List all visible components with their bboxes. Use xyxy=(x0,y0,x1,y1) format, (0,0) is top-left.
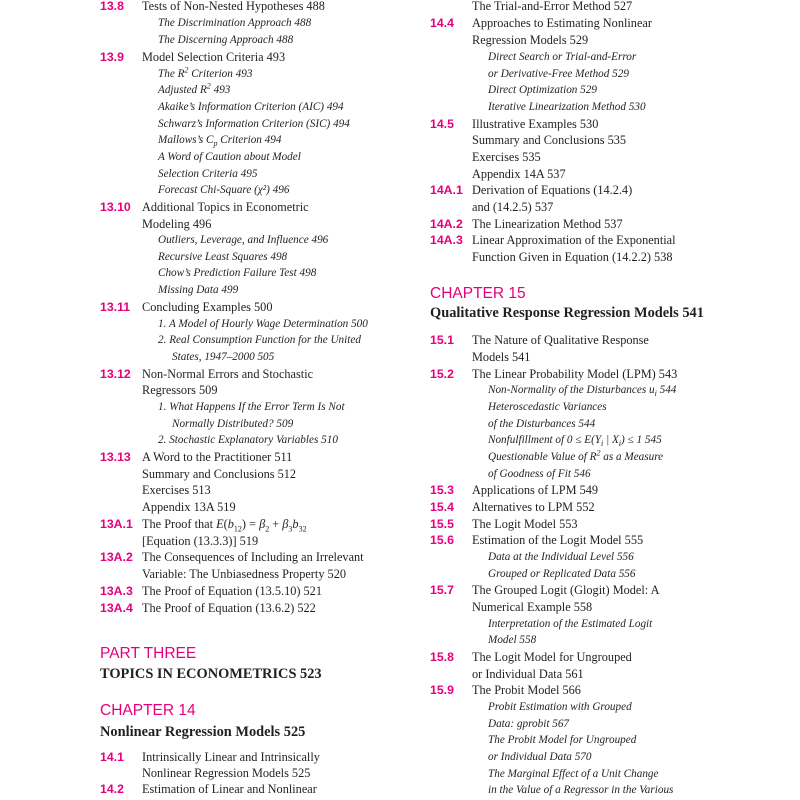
entry-title: Concluding Examples 500 xyxy=(142,300,273,314)
toc-entry-continuation: [Equation (13.3.3)] 519 xyxy=(142,534,259,548)
entry-title: A Word to the Practitioner 511 xyxy=(142,450,293,464)
toc-subentry: States, 1947–2000 505 xyxy=(172,351,275,363)
entry-title: Approaches to Estimating Nonlinear xyxy=(472,16,652,30)
toc-subentry: Iterative Linearization Method 530 xyxy=(488,101,646,113)
toc-subentry: The Probit Model for Ungrouped xyxy=(488,734,637,746)
toc-entry-continuation: Modeling 496 xyxy=(142,217,212,231)
toc-subentry: Normally Distributed? 509 xyxy=(172,418,294,430)
section-number: 13.9 xyxy=(100,50,124,64)
toc-subentry: Probit Estimation with Grouped xyxy=(488,701,632,713)
toc-subentry: The Discrimination Approach 488 xyxy=(158,17,312,29)
toc-subentry: Forecast Chi-Square (χ²) 496 xyxy=(158,184,290,196)
toc-entry-continuation: Summary and Conclusions 512 xyxy=(142,467,297,481)
toc-entry-continuation: or Individual Data 561 xyxy=(472,667,584,681)
toc-subentry: A Word of Caution about Model xyxy=(158,151,301,163)
section-number: 13A.4 xyxy=(100,601,133,615)
entry-title: The Linear Probability Model (LPM) 543 xyxy=(472,367,678,381)
entry-title: The Probit Model 566 xyxy=(472,683,581,697)
section-number: 15.1 xyxy=(430,333,454,347)
entry-title: The Proof of Equation (13.6.2) 522 xyxy=(142,601,316,615)
toc-entry-continuation: Regression Models 529 xyxy=(472,33,589,47)
toc-subentry: Data at the Individual Level 556 xyxy=(488,551,634,563)
toc-subentry: Akaike’s Information Criterion (AIC) 494 xyxy=(158,101,344,113)
section-heading: CHAPTER 15 xyxy=(430,285,526,302)
section-number: 14.5 xyxy=(430,117,454,131)
section-number: 14A.3 xyxy=(430,233,463,247)
entry-title: Tests of Non-Nested Hypotheses 488 xyxy=(142,0,325,13)
section-number: 15.2 xyxy=(430,367,454,381)
entry-title: Intrinsically Linear and Intrinsically xyxy=(142,750,320,764)
section-number: 13.11 xyxy=(100,300,131,314)
toc-entry-continuation: Summary and Conclusions 535 xyxy=(472,133,627,147)
section-number: 14A.2 xyxy=(430,217,463,231)
entry-title: Estimation of Linear and Nonlinear xyxy=(142,782,317,796)
toc-subentry: 1. A Model of Hourly Wage Determination 500 xyxy=(158,318,368,330)
entry-title: Additional Topics in Econometric xyxy=(142,200,309,214)
toc-subentry: Direct Search or Trial-and-Error xyxy=(488,51,637,63)
toc-subentry: Missing Data 499 xyxy=(158,284,239,296)
toc-entry-continuation: Appendix 13A 519 xyxy=(142,500,236,514)
toc-subentry: Chow’s Prediction Failure Test 498 xyxy=(158,267,317,279)
entry-title: Model Selection Criteria 493 xyxy=(142,50,286,64)
toc-subentry: Mallows’s $C_p$ Criterion 494 xyxy=(158,134,282,149)
section-number: 15.9 xyxy=(430,683,454,697)
entry-title: The Proof that $E(b_{12}) = \beta_2 + \beta_3b_{32}$ xyxy=(142,517,307,534)
toc-subentry: of the Disturbances 544 xyxy=(488,418,596,430)
toc-entry-continuation: Nonlinear Regression Models 525 xyxy=(142,766,311,780)
entry-title: Estimation of the Logit Model 555 xyxy=(472,533,644,547)
section-heading: PART THREE xyxy=(100,645,197,662)
toc-subentry: Selection Criteria 495 xyxy=(158,168,258,180)
entry-title: The Logit Model for Ungrouped xyxy=(472,650,632,664)
entry-title: Illustrative Examples 530 xyxy=(472,117,599,131)
section-number: 15.8 xyxy=(430,650,454,664)
section-number: 14.4 xyxy=(430,16,454,30)
entry-title: The Logit Model 553 xyxy=(472,517,578,531)
toc-subentry: Questionable Value of $R^2$ as a Measure xyxy=(488,448,664,463)
toc-subentry: 1. What Happens If the Error Term Is Not xyxy=(158,401,345,413)
toc-subentry: Heteroscedastic Variances xyxy=(488,401,607,413)
section-title: Nonlinear Regression Models 525 xyxy=(100,724,306,740)
toc-entry-continuation: Variable: The Unbiasedness Property 520 xyxy=(142,567,346,581)
toc-entry-continuation: The Trial-and-Error Method 527 xyxy=(472,0,633,13)
toc-subentry: in the Value of a Regressor in the Various xyxy=(488,784,674,796)
entry-title: The Linearization Method 537 xyxy=(472,217,623,231)
toc-subentry: The $R^2$ Criterion 493 xyxy=(158,65,253,80)
section-title: TOPICS IN ECONOMETRICS 523 xyxy=(100,666,322,682)
toc-subentry: Interpretation of the Estimated Logit xyxy=(488,618,653,630)
section-number: 14.2 xyxy=(100,782,124,796)
toc-entry-continuation: Exercises 513 xyxy=(142,483,211,497)
section-number: 14A.1 xyxy=(430,183,463,197)
section-number: 15.4 xyxy=(430,500,454,514)
section-number: 14.1 xyxy=(100,750,124,764)
toc-subentry: of Goodness of Fit 546 xyxy=(488,468,591,480)
section-number: 13A.1 xyxy=(100,517,133,531)
toc-subentry: Grouped or Replicated Data 556 xyxy=(488,568,636,580)
toc-subentry: The Discerning Approach 488 xyxy=(158,34,294,46)
entry-title: The Grouped Logit (Glogit) Model: A xyxy=(472,583,660,597)
toc-entry-continuation: Appendix 14A 537 xyxy=(472,167,566,181)
toc-subentry: or Individual Data 570 xyxy=(488,751,592,763)
section-title: Qualitative Response Regression Models 541 xyxy=(430,305,704,321)
entry-title: Alternatives to LPM 552 xyxy=(472,500,595,514)
toc-subentry: Data: gprobit 567 xyxy=(488,718,570,730)
section-number: 13.8 xyxy=(100,0,124,13)
entry-title: The Proof of Equation (13.5.10) 521 xyxy=(142,584,322,598)
section-number: 13A.3 xyxy=(100,584,133,598)
section-number: 13.13 xyxy=(100,450,131,464)
section-number: 15.5 xyxy=(430,517,454,531)
toc-subentry: or Derivative-Free Method 529 xyxy=(488,68,629,80)
toc-subentry: Schwarz’s Information Criterion (SIC) 494 xyxy=(158,118,350,130)
entry-title: Applications of LPM 549 xyxy=(472,483,599,497)
toc-subentry: Recursive Least Squares 498 xyxy=(158,251,288,263)
entry-title: The Consequences of Including an Irrelevant xyxy=(142,550,364,564)
toc-subentry: Nonfulfillment of $0 \le E(Y_i$ | $X_i) \le 1$ 545 xyxy=(488,434,662,449)
section-number: 15.3 xyxy=(430,483,454,497)
toc-subentry: The Marginal Effect of a Unit Change xyxy=(488,768,659,780)
toc-subentry: 2. Real Consumption Function for the United xyxy=(158,334,361,346)
section-number: 13A.2 xyxy=(100,550,133,564)
toc-entry-continuation: Function Given in Equation (14.2.2) 538 xyxy=(472,250,673,264)
entry-title: The Nature of Qualitative Response xyxy=(472,333,649,347)
section-number: 13.12 xyxy=(100,367,131,381)
toc-subentry: Direct Optimization 529 xyxy=(488,84,597,96)
toc-entry-continuation: and (14.2.5) 537 xyxy=(472,200,554,214)
toc-entry-continuation: Models 541 xyxy=(472,350,531,364)
section-number: 13.10 xyxy=(100,200,131,214)
section-heading: CHAPTER 14 xyxy=(100,702,196,719)
toc-subentry: Non-Normality of the Disturbances $u_i$ 544 xyxy=(488,384,677,399)
entry-title: Non-Normal Errors and Stochastic xyxy=(142,367,314,381)
entry-title: Linear Approximation of the Exponential xyxy=(472,233,676,247)
entry-title: Derivation of Equations (14.2.4) xyxy=(472,183,633,197)
section-number: 15.6 xyxy=(430,533,454,547)
toc-subentry: Model 558 xyxy=(488,634,537,646)
toc-subentry: Adjusted $R^2$ 493 xyxy=(158,81,231,96)
toc-subentry: Outliers, Leverage, and Influence 496 xyxy=(158,234,329,246)
section-number: 15.7 xyxy=(430,583,454,597)
toc-entry-continuation: Regressors 509 xyxy=(142,383,218,397)
toc-entry-continuation: Exercises 535 xyxy=(472,150,541,164)
toc-entry-continuation: Numerical Example 558 xyxy=(472,600,593,614)
toc-subentry: 2. Stochastic Explanatory Variables 510 xyxy=(158,434,338,446)
